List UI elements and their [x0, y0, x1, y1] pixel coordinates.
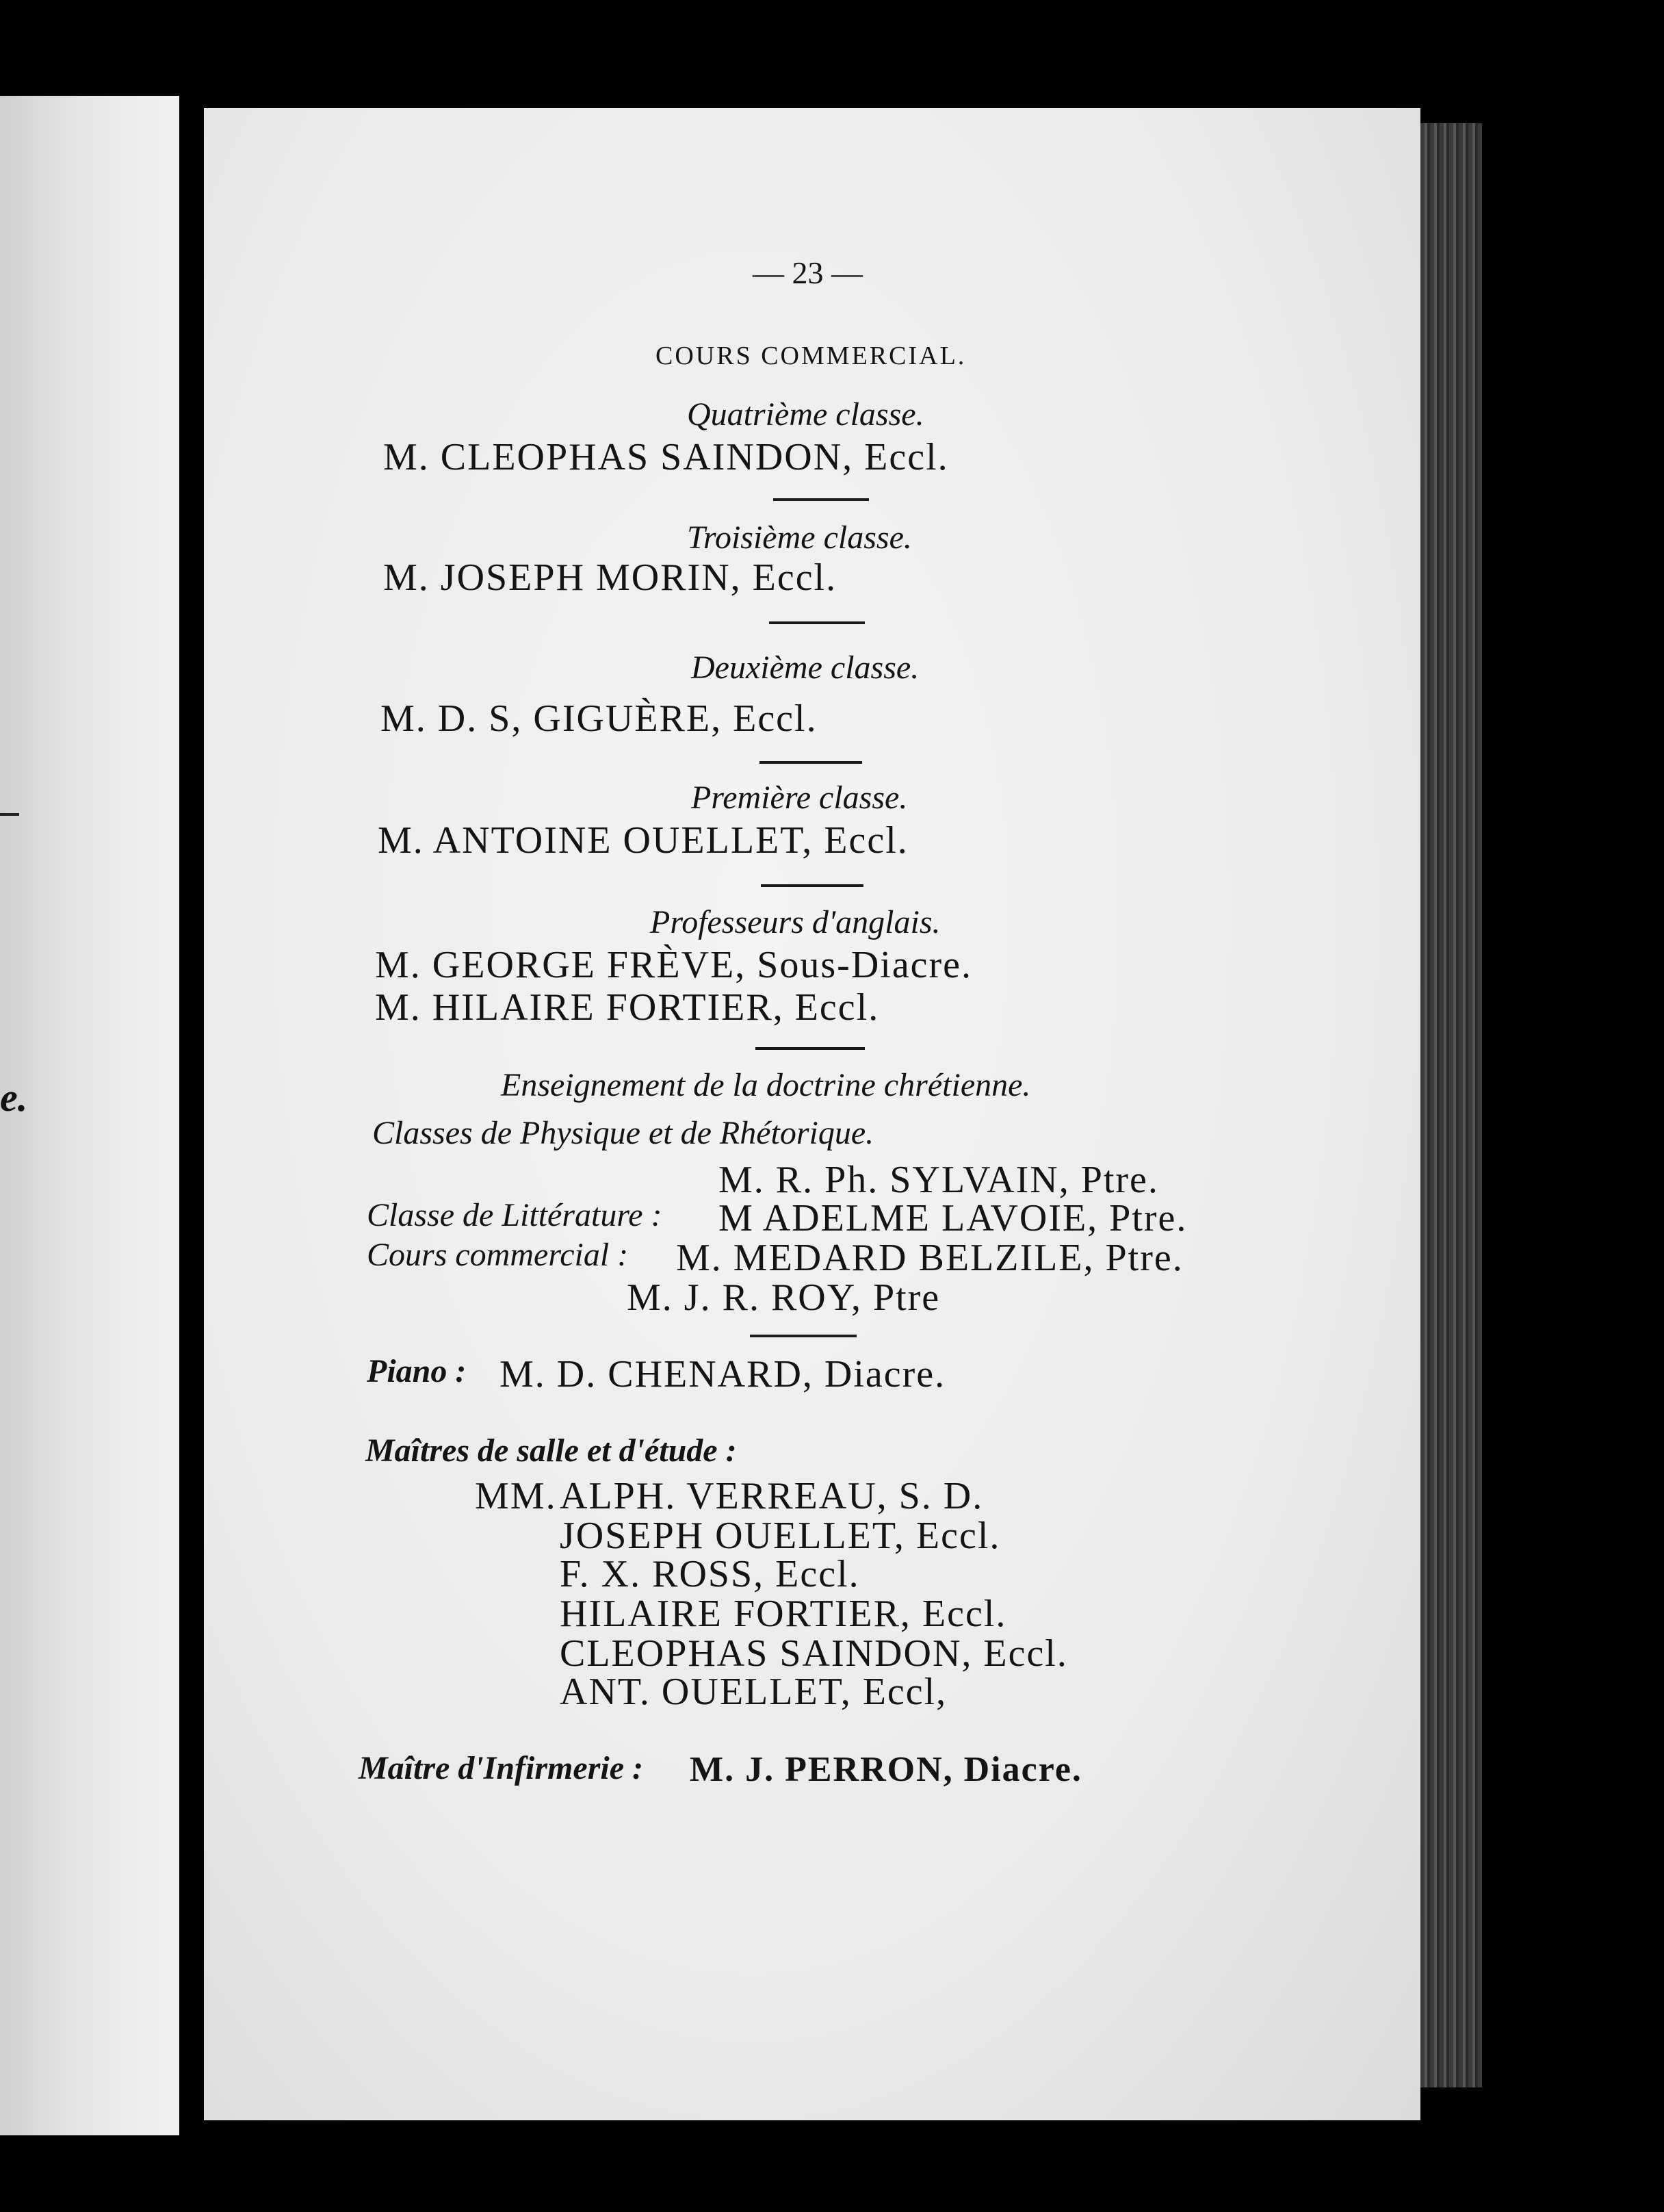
teacher-name: M. R. Ph. SYLVAIN, Ptre. — [718, 1159, 1159, 1201]
class-heading: Première classe. — [691, 780, 908, 816]
divider-rule — [773, 498, 869, 501]
divider-rule — [750, 1335, 857, 1337]
teacher-name: M. GEORGE FRÈVE, Sous-Diacre. — [375, 944, 973, 986]
teacher-name: M. JOSEPH MORIN, Eccl. — [383, 556, 837, 599]
teacher-name: M. CLEOPHAS SAINDON, Eccl. — [383, 436, 949, 478]
teacher-name: M. D. CHENARD, Diacre. — [499, 1353, 946, 1396]
teacher-name: M ADELME LAVOIE, Ptre. — [718, 1197, 1188, 1239]
divider-rule — [759, 761, 862, 764]
class-heading: Troisième classe. — [687, 519, 912, 556]
teacher-name: M. D. S, GIGUÈRE, Eccl. — [380, 697, 818, 740]
teacher-name: JOSEPH OUELLET, Eccl. — [560, 1515, 1001, 1557]
teacher-name: HILAIRE FORTIER, Eccl. — [560, 1593, 1007, 1635]
commercial-label: Cours commercial : — [367, 1237, 629, 1273]
left-page-fragment: e. — [0, 1075, 28, 1120]
piano-label: Piano : — [367, 1353, 467, 1389]
doctrine-heading: Enseignement de la doctrine chrétienne. — [501, 1067, 1031, 1103]
class-heading: Quatrième classe. — [687, 396, 924, 433]
page-edge — [1420, 123, 1482, 2087]
litterature-label: Classe de Littérature : — [367, 1197, 662, 1233]
infirmerie-label: Maître d'Infirmerie : — [359, 1750, 643, 1786]
maitres-label: Maîtres de salle et d'étude : — [365, 1432, 737, 1469]
teacher-name: M. HILAIRE FORTIER, Eccl. — [375, 986, 880, 1029]
divider-rule — [755, 1047, 865, 1050]
teacher-name: ANT. OUELLET, Eccl, — [560, 1671, 948, 1713]
class-heading: Professeurs d'anglais. — [650, 904, 941, 940]
teacher-name: CLEOPHAS SAINDON, Eccl. — [560, 1632, 1068, 1675]
section-title: COURS COMMERCIAL. — [655, 342, 967, 370]
teacher-name: M. J. PERRON, Diacre. — [690, 1750, 1082, 1789]
class-heading: Deuxième classe. — [691, 650, 920, 686]
page-number: — 23 — — [753, 255, 863, 290]
teacher-name: ALPH. VERREAU, S. D. — [560, 1475, 984, 1517]
left-page-dash — [0, 813, 19, 816]
divider-rule — [761, 884, 863, 887]
physique-label: Classes de Physique et de Rhétorique. — [372, 1115, 874, 1151]
maitres-prefix: MM. — [475, 1475, 557, 1517]
teacher-name: M. J. R. ROY, Ptre — [627, 1276, 941, 1319]
divider-rule — [769, 621, 865, 624]
left-page — [0, 96, 179, 2135]
teacher-name: F. X. ROSS, Eccl. — [560, 1553, 860, 1595]
teacher-name: M. MEDARD BELZILE, Ptre. — [676, 1237, 1184, 1279]
teacher-name: M. ANTOINE OUELLET, Eccl. — [378, 819, 909, 862]
